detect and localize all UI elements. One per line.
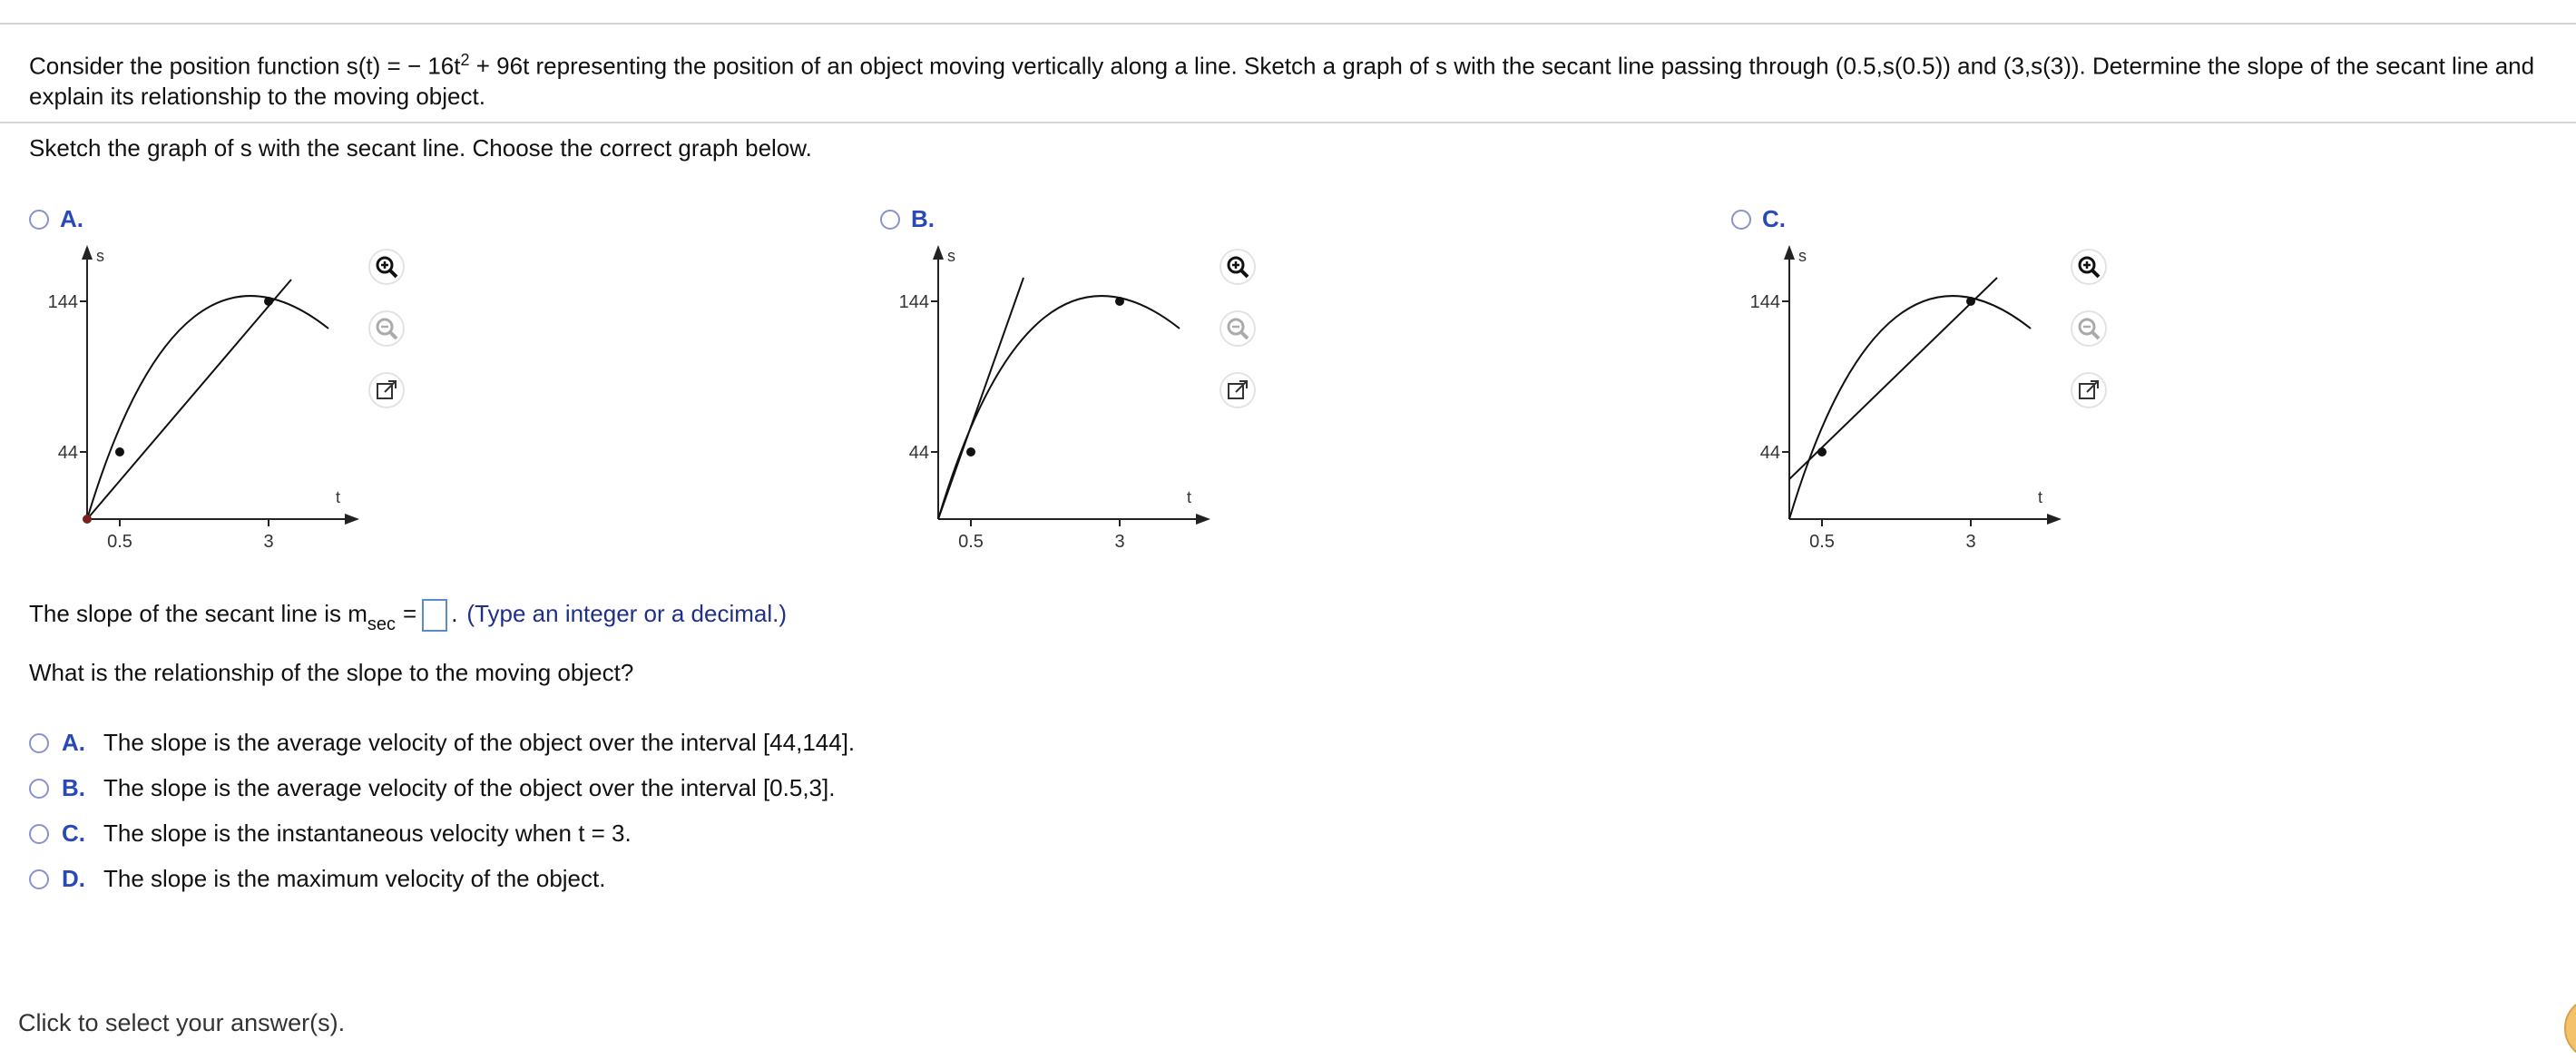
popout-icon xyxy=(1226,378,1249,402)
question-divider xyxy=(0,122,2576,123)
graph-option-a[interactable] xyxy=(29,205,83,233)
relationship-question: What is the relationship of the slope to the moving object? xyxy=(29,659,634,686)
s-axis-label: s xyxy=(96,247,104,265)
graph-instruction: Sketch the graph of s with the secant line. Choose the correct graph below. xyxy=(29,134,812,162)
option-letter-b: B. xyxy=(911,205,935,232)
zoom-in-icon xyxy=(1225,254,1250,280)
slope-hint: (Type an integer or a decimal.) xyxy=(466,600,788,627)
y-tick-label-44: 44 xyxy=(57,443,78,463)
prompt-text-2: + 96t representing the position of an object moving vertically along a line. Sketch a graph of s with the secant line passing through (0.5,s(0.5)) and (3,s(3)). Determine the slope of the secant line and xyxy=(469,52,2535,80)
t-axis-label: t xyxy=(336,488,341,506)
graph-c xyxy=(1739,238,2074,555)
point-3 xyxy=(1966,297,1975,306)
secant-line xyxy=(87,280,291,519)
y-tick-label-44: 44 xyxy=(908,443,929,463)
graph-a xyxy=(36,238,372,555)
popout-button-a[interactable] xyxy=(368,372,405,408)
prompt-exponent: 2 xyxy=(460,51,470,69)
radio-choice-c[interactable] xyxy=(29,824,49,844)
position-curve xyxy=(1789,296,2031,519)
slope-period: . xyxy=(451,600,458,627)
zoom-out-icon xyxy=(374,316,399,341)
zoom-out-button-b[interactable] xyxy=(1219,310,1256,347)
s-axis-label: s xyxy=(947,247,955,265)
choice-b[interactable] xyxy=(29,774,835,802)
t-axis-label: t xyxy=(1187,488,1192,506)
choice-text-b: The slope is the average velocity of the object over the interval [0.5,3]. xyxy=(103,774,836,801)
zoom-in-button-a[interactable] xyxy=(368,249,405,285)
popout-icon xyxy=(2077,378,2101,402)
x-tick-label-0.5: 0.5 xyxy=(1809,532,1835,552)
x-tick-label-0.5: 0.5 xyxy=(958,532,984,552)
axes xyxy=(1784,245,2062,525)
popout-button-c[interactable] xyxy=(2071,372,2107,408)
zoom-out-icon xyxy=(2076,316,2101,341)
choice-letter-d: D. xyxy=(62,865,85,892)
choice-text-a: The slope is the average velocity of the object over the interval [44,144]. xyxy=(103,729,856,756)
point-3 xyxy=(264,297,273,306)
choice-letter-a: A. xyxy=(62,729,85,756)
zoom-in-button-c[interactable] xyxy=(2071,249,2107,285)
graph-b xyxy=(887,238,1223,555)
radio-choice-d[interactable] xyxy=(29,869,49,889)
x-tick-label-3: 3 xyxy=(1114,532,1125,552)
y-tick-label-144: 144 xyxy=(47,292,78,312)
point-0.5 xyxy=(115,447,124,456)
zoom-in-icon xyxy=(2076,254,2101,280)
axes xyxy=(82,245,359,525)
point-0.5 xyxy=(966,447,975,456)
graph-option-b[interactable] xyxy=(880,205,935,233)
zoom-in-button-b[interactable] xyxy=(1219,249,1256,285)
zoom-out-button-c[interactable] xyxy=(2071,310,2107,347)
prompt-text-1: Consider the position function s(t) = − 16t xyxy=(29,52,461,80)
choice-letter-c: C. xyxy=(62,820,85,847)
choice-text-c: The slope is the instantaneous velocity when t = 3. xyxy=(103,820,632,847)
choice-d[interactable] xyxy=(29,865,605,893)
tangent-line xyxy=(938,278,1024,519)
slope-label: The slope of the secant line is m xyxy=(29,600,367,627)
x-tick-label-0.5: 0.5 xyxy=(107,532,132,552)
radio-option-b[interactable] xyxy=(880,210,900,230)
y-tick-label-144: 144 xyxy=(1749,292,1780,312)
radio-choice-a[interactable] xyxy=(29,733,49,753)
x-tick-label-3: 3 xyxy=(1965,532,1976,552)
choice-c[interactable] xyxy=(29,820,632,848)
s-axis-label: s xyxy=(1798,247,1807,265)
popout-button-b[interactable] xyxy=(1219,372,1256,408)
point-0.5 xyxy=(1817,447,1827,456)
top-divider xyxy=(0,23,2576,25)
origin-point xyxy=(83,515,92,524)
x-tick-label-3: 3 xyxy=(263,532,274,552)
zoom-out-icon xyxy=(1225,316,1250,341)
prompt-text-3: explain its relationship to the moving object. xyxy=(29,82,485,110)
y-tick-label-44: 44 xyxy=(1759,443,1780,463)
point-3 xyxy=(1115,297,1124,306)
choice-text-d: The slope is the maximum velocity of the object. xyxy=(103,865,606,892)
radio-option-c[interactable] xyxy=(1731,210,1751,230)
radio-option-a[interactable] xyxy=(29,210,49,230)
slope-equals: = xyxy=(403,600,417,627)
footer-instruction: Click to select your answer(s). xyxy=(18,1009,346,1036)
help-button[interactable] xyxy=(2564,996,2576,1060)
option-letter-a: A. xyxy=(60,205,83,232)
position-curve xyxy=(87,296,328,519)
slope-subscript: sec xyxy=(367,614,396,634)
zoom-out-button-a[interactable] xyxy=(368,310,405,347)
graph-option-c[interactable] xyxy=(1731,205,1786,233)
option-letter-c: C. xyxy=(1762,205,1786,232)
slope-answer-input[interactable] xyxy=(422,599,447,632)
t-axis-label: t xyxy=(2038,488,2043,506)
choice-letter-b: B. xyxy=(62,774,85,801)
axes xyxy=(933,245,1210,525)
position-curve xyxy=(938,296,1180,519)
question-prompt xyxy=(29,45,2552,112)
slope-question xyxy=(29,595,788,634)
radio-choice-b[interactable] xyxy=(29,779,49,799)
zoom-in-icon xyxy=(374,254,399,280)
popout-icon xyxy=(375,378,398,402)
choice-a[interactable] xyxy=(29,729,855,757)
y-tick-label-144: 144 xyxy=(898,292,929,312)
